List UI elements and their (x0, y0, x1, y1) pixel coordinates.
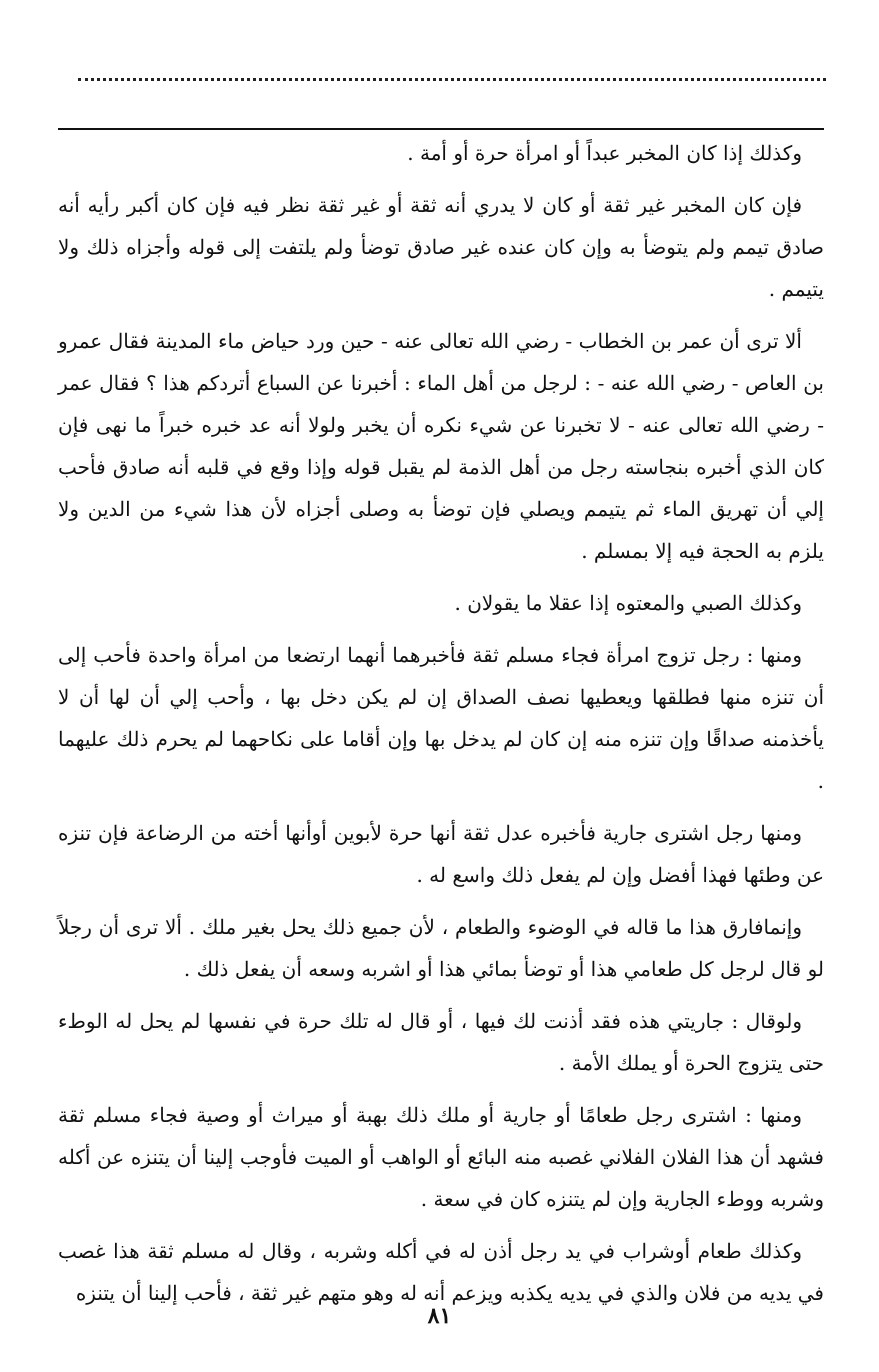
paragraph-10: وكذلك طعام أوشراب في يد رجل أذن له في أكله وشربه ، وقال له مسلم ثقة هذا غصب في يديه من فلان والذي في يديه يكذبه ويزعم أنه له وهو متهم غير ثقة ، فأحب إلينا أن يتنزه (58, 1239, 824, 1305)
paragraph-6: ومنها رجل اشترى جارية فأخبره عدل ثقة أنها حرة لأبوين أوأنها أخته من الرضاعة فإن تنزه عن وطئها فهذا أفضل وإن لم يفعل ذلك واسع له . (58, 821, 824, 887)
paragraph-3: ألا ترى أن عمر بن الخطاب - رضي الله تعالى عنه - حين ورد حياض ماء المدينة فقال عمرو بن العاص - رضي الله عنه - : لرجل من أهل الماء : أخبرنا عن السباع أتردكم هذا ؟ فقال عمر - رضي الله تعالى عنه - لا تخبرنا عن شيء نكره أن يخبر ولولا أنه عد خبره خبراً ما نهى فإن كان الذي أخبره بنجاسته رجل من أهل الذمة لم يقبل قوله وإذا وقع في قلبه أنه صادق فأحب إلي أن تهريق الماء ثم يتيمم ويصلي فإن توضأ به وصلى أجزاه لأن هذا شيء من الدين ولا يلزم به الحجة فيه إلا بمسلم . (58, 329, 824, 563)
paragraph-8: ولوقال : جاريتي هذه فقد أذنت لك فيها ، أو قال له تلك حرة في نفسها لم يحل له الوطء حتى يتزوج الحرة أو يملك الأمة . (58, 1009, 824, 1075)
paragraph-4: وكذلك الصبي والمعتوه إذا عقلا ما يقولان . (454, 591, 802, 615)
paragraph-5: ومنها : رجل تزوج امرأة فجاء مسلم ثقة فأخبرهما أنهما ارتضعا من امرأة واحدة فأحب إلى أن تنزه منها فطلقها ويعطيها نصف الصداق إن لم يكن دخل بها ، وأحب إلي أن لها أن لا يأخذمنه صداقًا وإن تنزه منه إن كان لم يدخل بها وإن أقاما على نكاحهما لم يحرم ذلك عليهما . (58, 643, 824, 793)
body-text (58, 132, 824, 1324)
header-rule (58, 128, 824, 130)
header-dotted-line (78, 78, 826, 81)
paragraph-9: ومنها : اشترى رجل طعامًا أو جارية أو ملك ذلك بهبة أو ميراث أو وصية فجاء مسلم ثقة فشهد أن هذا الفلان الفلاني غصبه منه البائع أو الواهب أو الميت فأوجب إلينا أن يتنزه عن أكله وشربه ووطء الجارية وإن لم يتنزه كان في سعة . (58, 1103, 824, 1211)
paragraph-2: فإن كان المخبر غير ثقة أو كان لا يدري أنه ثقة أو غير ثقة نظر فيه فإن كان أكبر رأيه أنه صادق تيمم ولم يتوضأ به وإن كان عنده غير صادق توضأ ولم يلتفت إلى قوله وأجزاه ذلك ولا يتيمم . (58, 193, 824, 301)
paragraph-7: وإنمافارق هذا ما قاله في الوضوء والطعام ، لأن جميع ذلك يحل بغير ملك . ألا ترى أن رجلاً لو قال لرجل كل طعامي هذا أو توضأ بمائي هذا أو اشربه وسعه أن يفعل ذلك . (58, 915, 824, 981)
paragraph-1: وكذلك إذا كان المخبر عبداً أو امرأة حرة أو أمة . (407, 141, 802, 165)
page-number: ٨١ (427, 1303, 452, 1329)
